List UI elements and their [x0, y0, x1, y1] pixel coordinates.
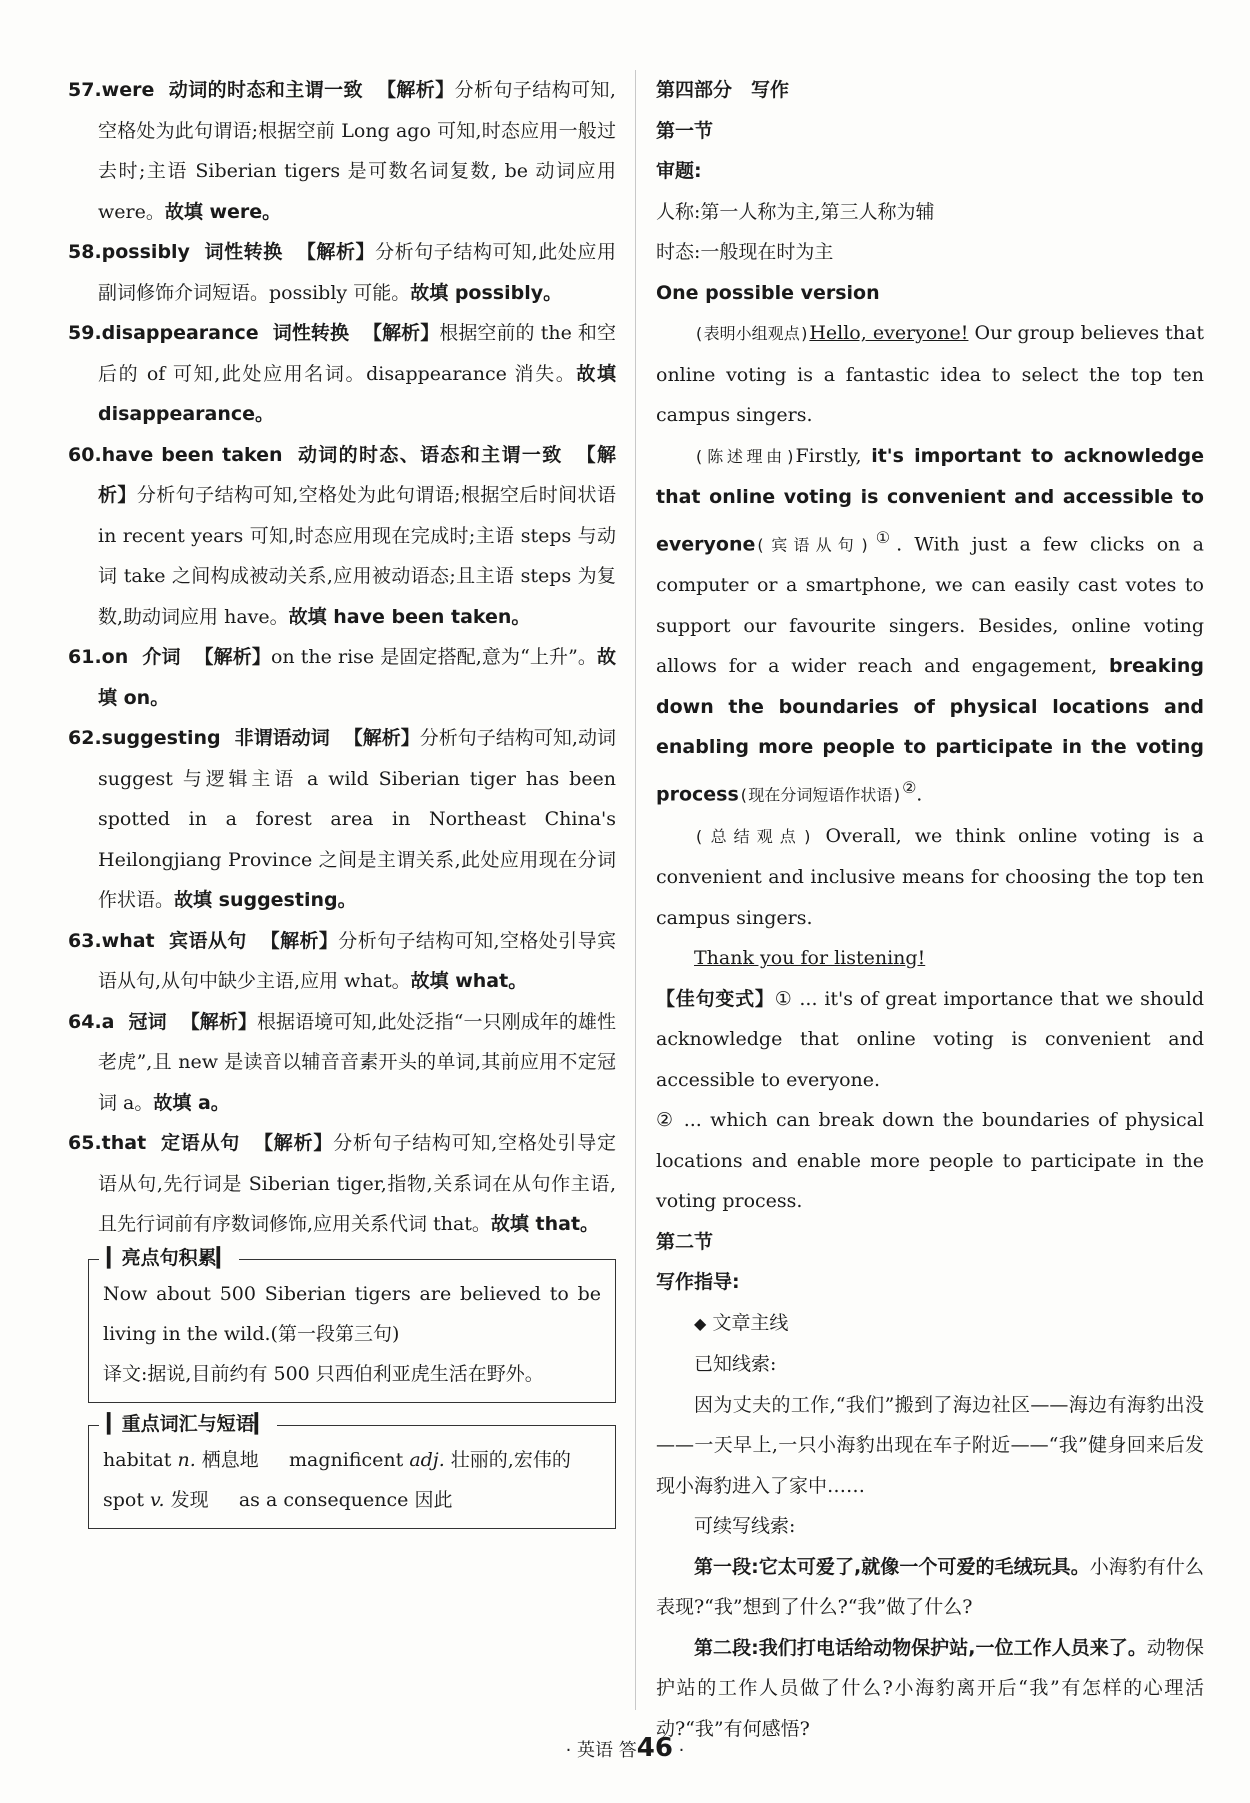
right-column [656, 70, 1204, 1749]
page-number: 46 [636, 1733, 673, 1763]
answer-59: 59.disappearance 词性转换 【解析】根据空前的 the 和空后的 of 可知,此处应用名词。disappearance 消失。故填 disappearance。 [68, 322, 616, 425]
continue-para-1: 第一段:它太可爱了,就像一个可爱的毛绒玩具。小海豹有什么表现?“我”想到了什么?“我”做了什么? [656, 1555, 1204, 1619]
page-footer: · 英语 答46 · [565, 1733, 685, 1763]
jiaju-1: 【佳句变式】① ... it's of great importance that we should acknowledge that online voting is convenient and accessible to everyone. [656, 987, 1204, 1091]
answer-63: 63.what 宾语从句 【解析】分析句子结构可知,空格处引导宾语从句,从句中缺少主语,应用 what。故填 what。 [68, 929, 616, 992]
vocabulary-title: ▎重点词汇与短语▎ [99, 1411, 277, 1437]
section-1-title: 第一节 [656, 119, 714, 142]
essay-paragraph-3: (总结观点) Overall, we think online voting is a convenient and inclusive means for choosing the top ten campus singers. [656, 824, 1204, 929]
tense-line: 时态:一般现在时为主 [656, 241, 834, 263]
vocab-row-2: spot v. 发现 as a consequence 因此 [103, 1488, 453, 1511]
known-clues-label: 已知线索: [694, 1353, 777, 1376]
essay-paragraph-4: Thank you for listening! [694, 947, 926, 970]
highlight-sentence: Now about 500 Siberian tigers are believed to be living in the wild.(第一段第三句) [103, 1282, 601, 1345]
known-clues: 因为丈夫的工作,“我们”搬到了海边社区——海边有海豹出没——一天早上,一只小海豹出现在车子附近——“我”健身回来后发现小海豹进入了家中…… [656, 1393, 1204, 1497]
version-title: One possible version [656, 281, 880, 304]
shenti-label: 审题: [656, 160, 702, 182]
left-column [68, 70, 616, 1529]
column-divider [635, 70, 636, 1710]
answer-65: 65.that 定语从句 【解析】分析句子结构可知,空格处引导定语从句,先行词是 Siberian tiger,指物,关系词在从句作主语,且先行词前有序数词修饰,应用关系代词 that。故填 that。 [68, 1132, 616, 1235]
section-2-title: 第二节 [656, 1230, 714, 1253]
answer-60: 60.have been taken 动词的时态、语态和主谓一致 【解析】分析句子结构可知,空格处为此句谓语;根据空后时间状语 in recent years 可知,时态应用现在完成时;主语 steps 与动词 take 之间构成被动关系,应用被动语态;且主语 steps 为复数,助动词应用 have。故填 have been taken。 [68, 443, 616, 628]
highlight-translation: 译文:据说,目前约有 500 只西伯利亚虎生活在野外。 [103, 1362, 544, 1385]
answer-64: 64.a 冠词 【解析】根据语境可知,此处泛指“一只刚成年的雄性老虎”,且 new 是读音以辅音音素开头的单词,其前应用不定冠词 a。故填 a。 [68, 1010, 616, 1114]
answer-57: 57.were 动词的时态和主谓一致 【解析】分析句子结构可知,空格处为此句谓语;根据空前 Long ago 可知,时态应用一般过去时;主语 Siberian tigers 是可数名词复数, be 动词应用 were。故填 were。 [68, 79, 616, 223]
vocab-row-1: habitat n. 栖息地 magnificent adj. 壮丽的,宏伟的 [103, 1448, 571, 1471]
essay-paragraph-2: (陈述理由)Firstly, it's important to acknowledge that online voting is convenient and accessible to everyone(宾语从句)①. With just a few clicks on a computer or a smartphone, we can easily cast votes to support our favourite singers. Besides, online voting allows for a wider reach and engagement, breaking down the boundaries of physical locations and enabling more people to participate in the voting process(现在分词短语作状语)②. [656, 444, 1204, 806]
person-line: 人称:第一人称为主,第三人称为辅 [656, 200, 935, 223]
answer-58: 58.possibly 词性转换 【解析】分析句子结构可知,此处应用副词修饰介词短语。possibly 可能。故填 possibly。 [68, 241, 616, 304]
highlight-sentence-box [88, 1246, 616, 1403]
guide-label: 写作指导: [656, 1271, 740, 1294]
continue-clues-label: 可续写线索: [694, 1515, 796, 1538]
diamond-bullet-icon: ◆ [694, 1313, 707, 1333]
mainline-line: ◆ 文章主线 [694, 1311, 789, 1334]
jiaju-2: ② ... which can break down the boundaries of physical locations and enable more people to participate in the voting process. [656, 1109, 1204, 1213]
continue-para-2: 第二段:我们打电话给动物保护站,一位工作人员来了。动物保护站的工作人员做了什么?小海豹离开后“我”有怎样的心理活动?“我”有何感悟? [656, 1636, 1204, 1740]
answer-61: 61.on 介词 【解析】on the rise 是固定搭配,意为“上升”。故填 on。 [68, 646, 616, 709]
answer-62: 62.suggesting 非谓语动词 【解析】分析句子结构可知,动词 suggest 与逻辑主语 a wild Siberian tiger has been spotted in a forest area in Northeast China's Heilongjiang Province 之间是主谓关系,此处应用现在分词作状语。故填 suggesting。 [68, 727, 616, 911]
essay-paragraph-1: (表明小组观点)Hello, everyone! Our group believes that online voting is a fantastic idea to select the top ten campus singers. [656, 322, 1204, 426]
highlight-sentence-title: ▎亮点句积累▎ [99, 1245, 239, 1271]
vocabulary-box [88, 1412, 616, 1529]
part-title: 第四部分 写作 [656, 79, 790, 101]
